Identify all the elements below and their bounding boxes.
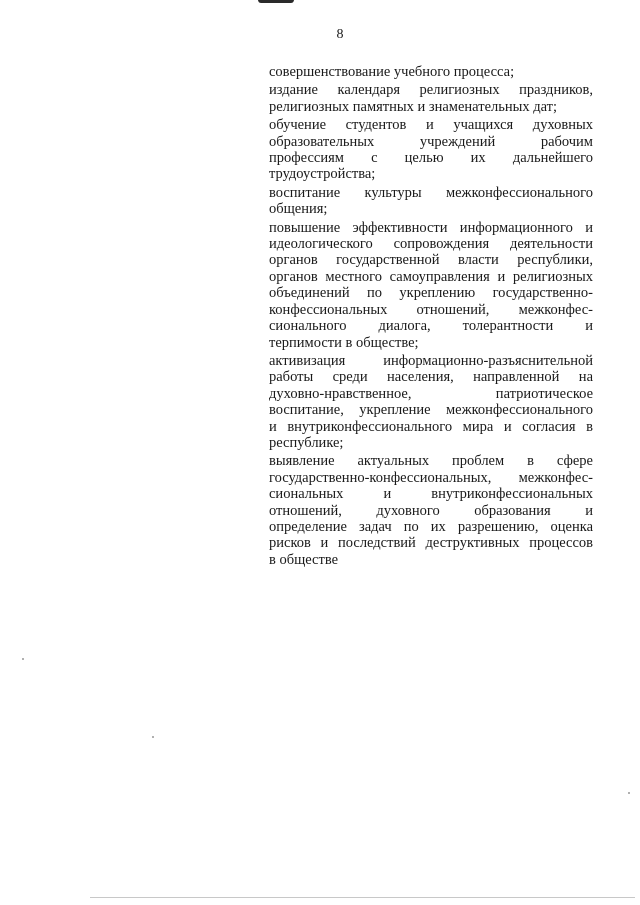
list-item [269, 117, 593, 183]
scan-top-mark [258, 0, 294, 3]
text-line: выявление актуальных проблем в сфере [269, 453, 593, 470]
text-line: духовно-нравственное, патриотическое [269, 385, 593, 402]
text-line: органов местного самоуправления и религиозных [269, 268, 593, 285]
text-line: республике; [269, 434, 344, 451]
text-line: воспитание, укрепление межконфессионального [269, 402, 593, 419]
scan-speck [152, 736, 154, 738]
text-line: рисков и последствий деструктивных процессов [269, 535, 593, 552]
text-line: религиозных памятных и знаменательных дат; [269, 98, 558, 115]
text-line: определение задач по их разрешению, оценка [269, 518, 593, 535]
text-line: сиональных и внутриконфессиональных [269, 486, 593, 503]
scan-bottom-edge [90, 897, 635, 898]
text-line: воспитание культуры межконфессионального [269, 184, 593, 201]
list-item [269, 64, 593, 80]
list-item [269, 82, 593, 115]
text-line: профессиям с целью их дальнейшего [269, 150, 593, 167]
text-line: издание календаря религиозных праздников, [269, 82, 593, 99]
document-body [269, 64, 593, 570]
list-item [269, 185, 593, 218]
text-line: сионального диалога, толерантности и [269, 318, 593, 335]
text-line: обучение студентов и учащихся духовных [269, 117, 593, 134]
text-line: работы среди населения, направленной на [269, 369, 593, 386]
scan-speck [22, 658, 24, 660]
list-item [269, 220, 593, 351]
text-line: в обществе [269, 551, 339, 568]
text-line: трудоустройства; [269, 166, 376, 183]
text-line: повышение эффективности информационного и [269, 219, 593, 236]
text-line: терпимости в обществе; [269, 334, 419, 351]
page-number: 8 [336, 27, 344, 42]
text-line: отношений, духовного образования и [269, 502, 593, 519]
text-line: общения; [269, 201, 328, 218]
text-line: конфессиональных отношений, межконфес- [269, 301, 593, 318]
text-line: объединений по укреплению государственно- [269, 285, 593, 302]
text-line: государственно-конфессиональных, межконфес- [269, 469, 593, 486]
list-item [269, 453, 593, 568]
text-line: активизация информационно-разъяснительной [269, 352, 593, 369]
text-line: совершенствование учебного процесса; [269, 64, 515, 80]
text-line: образовательных учреждений рабочим [269, 133, 593, 150]
scan-speck [628, 792, 630, 794]
text-line: идеологического сопровождения деятельности [269, 236, 593, 253]
text-line: и внутриконфессионального мира и согласия в [269, 418, 593, 435]
list-item [269, 353, 593, 451]
text-line: органов государственной власти республики, [269, 252, 593, 269]
